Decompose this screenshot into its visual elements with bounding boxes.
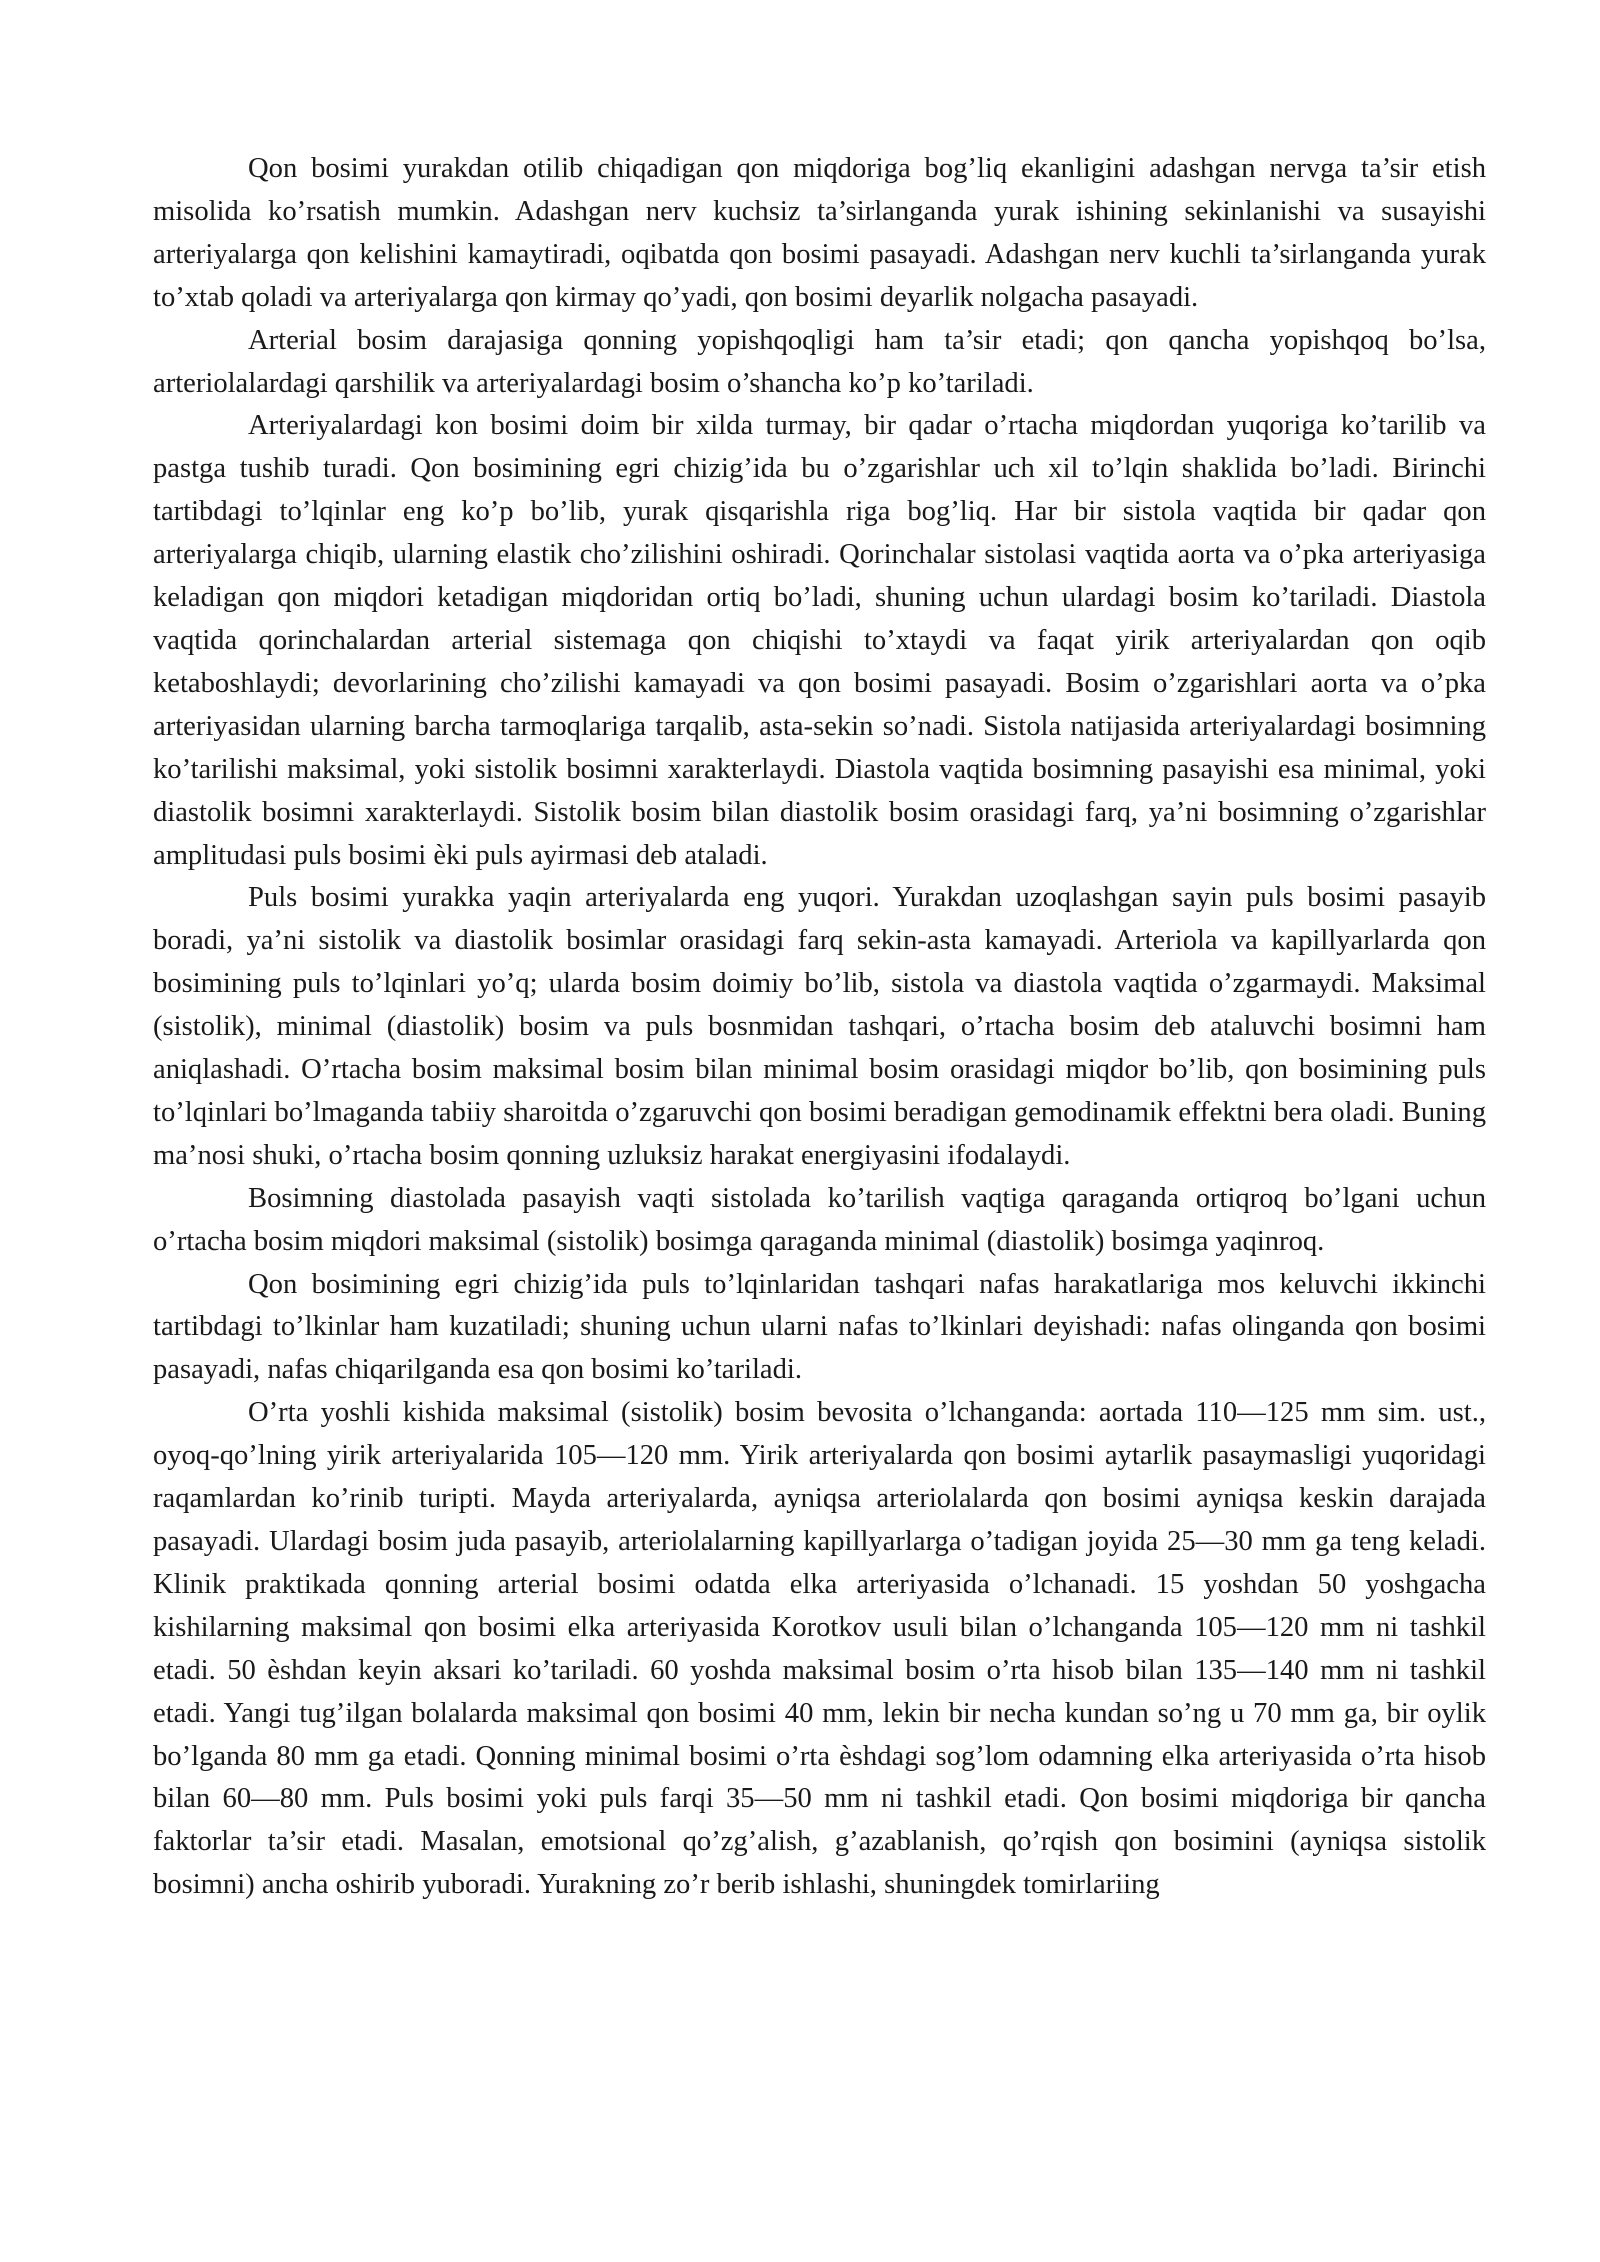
paragraph-pressure-values: O’rta yoshli kishida maksimal (sistolik) bosim bevosita o’lchanganda: aortada 110—125 mm sim. ust., oyoq-qo’lning yirik arteriyalarida 105—120 mm. Yirik arteriyalarda qon bosimi aytarlik pasaymasligi yuqoridagi raqamlardan ko’rinib turipti. Mayda arteriyalarda, ayniqsa arteriolalarda qon bosimi ayniqsa keskin darajada pasayadi. Ulardagi bosim juda pasayib, arteriolalarning kapillyarlarga o’tadigan joyida 25—30 mm ga teng keladi. Klinik praktikada qonning arterial bosimi odatda elka arteriyasida o’lchanadi. 15 yoshdan 50 yoshgacha kishilarning maksimal qon bosimi elka arteriyasida Korotkov usuli bilan o’lchanganda 105—120 mm ni tashkil etadi. 50 èshdan keyin aksari ko’tariladi. 60 yoshda maksimal bosim o’rta hisob bilan 135—140 mm ni tashkil etadi. Yangi tug’ilgan bolalarda maksimal qon bosimi 40 mm, lekin bir necha kundan so’ng u 70 mm ga, bir oylik bo’lganda 80 mm ga etadi. Qonning minimal bosimi o’rta èshdagi sog’lom odamning elka arteriyasida o’rta hisob bilan 60—80 mm. Puls bosimi yoki puls farqi 35—50 mm ni tashkil etadi. Qon bosimi miqdoriga bir qancha faktorlar ta’sir etadi. Masalan, emotsional qo’zg’alish, g’azablanish, qo’rqish qon bosimini (ayniqsa sistolik bosimni) ancha oshirib yuboradi. Yurakning zo’r berib ishlashi, shuningdek tomirlariing	[153, 1397, 1486, 1901]
paragraph-blood-pressure-vagus-nerve: Qon bosimi yurakdan otilib chiqadigan qon miqdoriga bog’liq ekanligini adashgan nervga ta’sir etish misolida ko’rsatish mumkin. Adashgan nerv kuchsiz ta’sirlanganda yurak ishining sekinlanishi va susayishi arteriyalarga qon kelishini kamaytiradi, oqibatda qon bosimi pasayadi. Adashgan nerv kuchli ta’sirlanganda yurak to’xtab qoladi va arteriyalarga qon kirmay qo’yadi, qon bosimi deyarlik nolgacha pasayadi.	[153, 153, 1486, 313]
paragraph-pressure-waves: Arteriyalardagi kon bosimi doim bir xilda turmay, bir qadar o’rtacha miqdordan yuqoriga ko’tarilib va pastga tushib turadi. Qon bosimining egri chizig’ida bu o’zgarishlar uch xil to’lqin shaklida bo’ladi. Birinchi tartibdagi to’lqinlar eng ko’p bo’lib, yurak qisqarishla riga bog’liq. Har bir sistola vaqtida bir qadar qon arteriyalarga chiqib, ularning elastik cho’zilishini oshiradi. Qorinchalar sistolasi vaqtida aorta va o’pka arteriyasiga keladigan qon miqdori ketadigan miqdoridan ortiq bo’ladi, shuning uchun ulardagi bosim ko’tariladi. Diastola vaqtida qorinchalardan arterial sistemaga qon chiqishi to’xtaydi va faqat yirik arteriyalardan qon oqib ketaboshlaydi; devorlarining cho’zilishi kamayadi va qon bosimi pasayadi. Bosim o’zgarishlari aorta va o’pka arteriyasidan ularning barcha tarmoqlariga tarqalib, asta-sekin so’nadi. Sistola natijasida arteriyalardagi bosimning ko’tarilishi maksimal, yoki sistolik bosimni xarakterlaydi. Diastola vaqtida bosimning pasayishi esa minimal, yoki diastolik bosimni xarakterlaydi. Sistolik bosim bilan diastolik bosim orasidagi farq, ya’ni bosimning o’zgarishlar amplitudasi puls bosimi èki puls ayirmasi deb ataladi.	[153, 410, 1486, 871]
paragraph-respiratory-waves: Qon bosimining egri chizig’ida puls to’lqinlaridan tashqari nafas harakatlariga mos keluvchi ikkinchi tartibdagi to’lkinlar ham kuzatiladi; shuning uchun ularni nafas to’lkinlari deyishadi: nafas olinganda qon bosimi pasayadi, nafas chiqarilganda esa qon bosimi ko’tariladi.	[153, 1268, 1486, 1386]
paragraph-pulse-pressure: Puls bosimi yurakka yaqin arteriyalarda eng yuqori. Yurakdan uzoqlashgan sayin puls bosimi pasayib boradi, ya’ni sistolik va diastolik bosimlar orasidagi farq sekin-asta kamayadi. Arteriola va kapillyarlarda qon bosimining puls to’lqinlari yo’q; ularda bosim doimiy bo’lib, sistola va diastola vaqtida o’zgarmaydi. Maksimal (sistolik), minimal (diastolik) bosim va puls bosnmidan tashqari, o’rtacha bosim deb ataluvchi bosimni ham aniqlashadi. O’rtacha bosim maksimal bosim bilan minimal bosim orasidagi miqdor bo’lib, qon bosimining puls to’lqinlari bo’lmaganda tabiiy sharoitda o’zgaruvchi qon bosimi beradigan gemodinamik effektni bera oladi. Buning ma’nosi shuki, o’rtacha bosim qonning uzluksiz harakat energiyasini ifodalaydi.	[153, 882, 1486, 1171]
paragraph-blood-viscosity: Arterial bosim darajasiga qonning yopishqoqligi ham ta’sir etadi; qon qancha yopishqoq bo’lsa, arteriolalardagi qarshilik va arteriyalardagi bosim o’shancha ko’p ko’tariladi.	[153, 324, 1486, 399]
paragraph-mean-pressure: Bosimning diastolada pasayish vaqti sistolada ko’tarilish vaqtiga qaraganda ortiqroq bo’lgani uchun o’rtacha bosim miqdori maksimal (sistolik) bosimga qaraganda minimal (diastolik) bosimga yaqinroq.	[153, 1182, 1486, 1257]
document-page	[153, 148, 1486, 1907]
